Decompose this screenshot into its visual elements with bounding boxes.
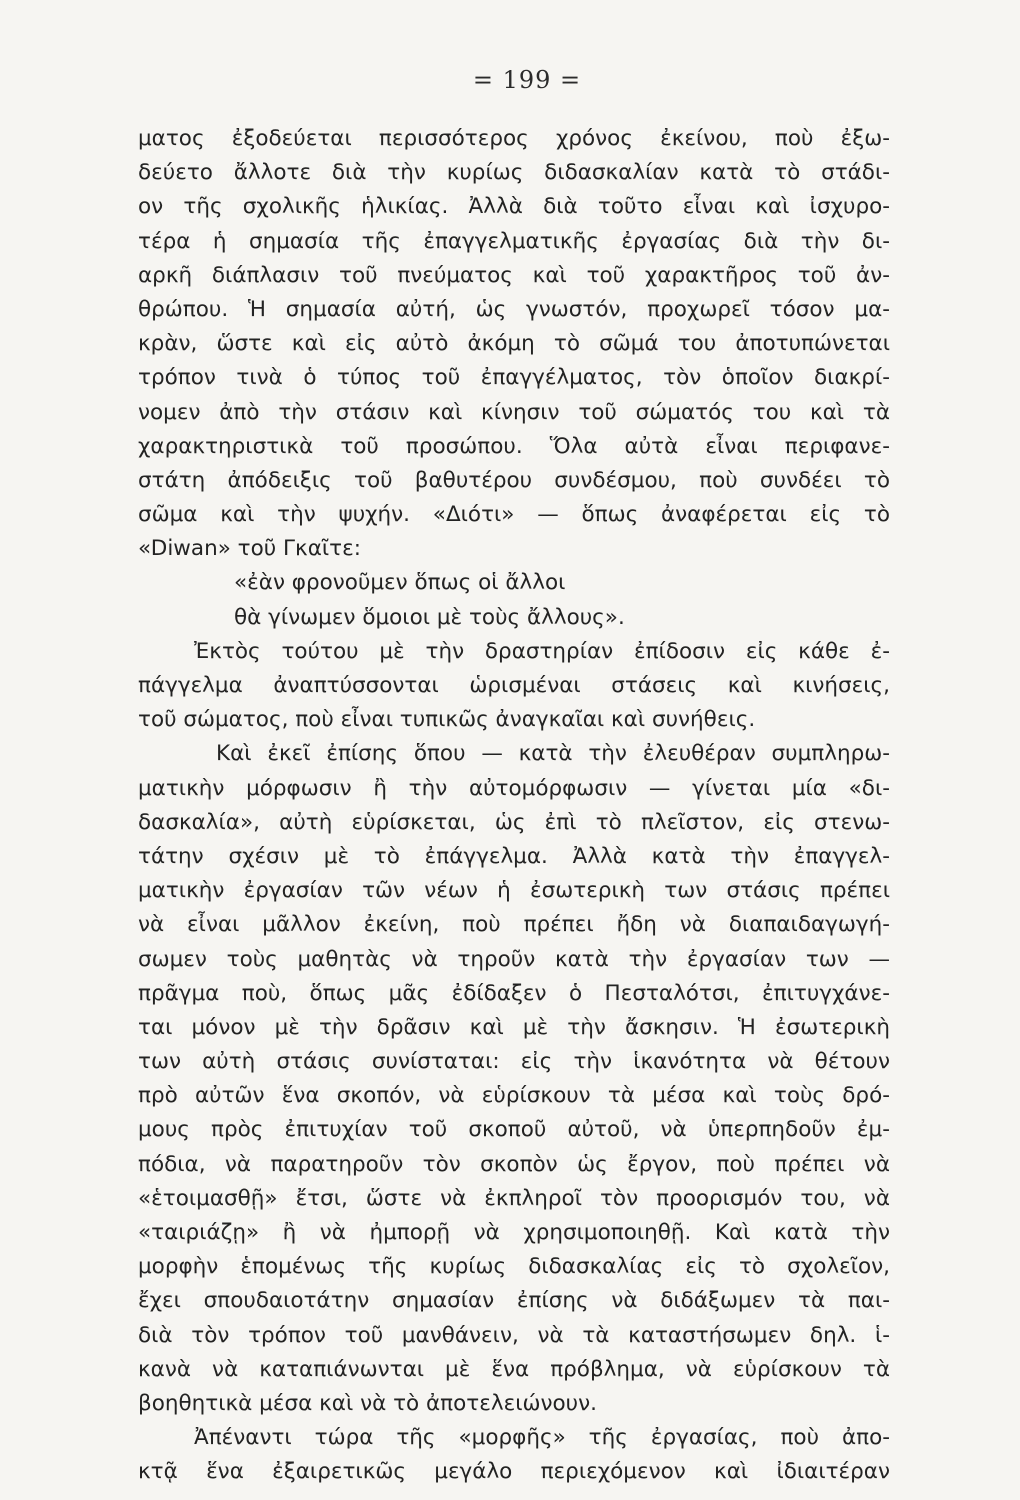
- text-line: τρόπον τινὰ ὁ τύπος τοῦ ἐπαγγέλματος, τὸν ὁποῖον διακρί-: [138, 365, 890, 391]
- text-line: αρκῆ διάπλασιν τοῦ πνεύματος καὶ τοῦ χαρακτῆρος τοῦ ἀν-: [138, 262, 890, 288]
- paragraph-start-line: Καὶ ἐκεῖ ἐπίσης ὅπου — κατὰ τὴν ἐλευθέραν συμπληρω-: [216, 741, 890, 767]
- text-line: νομεν ἀπὸ τὴν στάσιν καὶ κίνησιν τοῦ σώματός του καὶ τὰ: [138, 399, 890, 425]
- text-line: ἔχει σπουδαιοτάτην σημασίαν ἐπίσης νὰ διδάξωμεν τὰ παι-: [138, 1288, 890, 1314]
- text-line: των αὐτὴ στάσις συνίσταται: εἰς τὴν ἱκανότητα νὰ θέτουν: [138, 1049, 890, 1075]
- quote-line: θὰ γίνωμεν ὅμοιοι μὲ τοὺς ἄλλους».: [234, 604, 625, 630]
- text-line: ται μόνον μὲ τὴν δρᾶσιν καὶ μὲ τὴν ἄσκησιν. Ἡ ἐσωτερικὴ: [138, 1014, 890, 1040]
- text-line: πρᾶγμα ποὺ, ὅπως μᾶς ἐδίδαξεν ὁ Πεσταλότσι, ἐπιτυγχάνε-: [138, 980, 890, 1006]
- text-line: σῶμα καὶ τὴν ψυχήν. «Διότι» — ὅπως ἀναφέρεται εἰς τὸ: [138, 502, 890, 528]
- text-line: κανὰ νὰ καταπιάνωνται μὲ ἕνα πρόβλημα, νὰ εὑρίσκουν τὰ: [138, 1356, 890, 1382]
- text-line: ματος ἐξοδεύεται περισσότερος χρόνος ἐκείνου, ποὺ ἐξω-: [138, 126, 890, 151]
- text-line: στάτη ἀπόδειξις τοῦ βαθυτέρου συνδέσμου, ποὺ συνδέει τὸ: [138, 467, 890, 493]
- text-line: κρὰν, ὥστε καὶ εἰς αὐτὸ ἀκόμη τὸ σῶμά του ἀποτυπώνεται: [138, 331, 890, 357]
- text-line: τέρα ἡ σημασία τῆς ἐπαγγελματικῆς ἐργασίας διὰ τὴν δι-: [138, 228, 890, 254]
- text-line: σωμεν τοὺς μαθητὰς νὰ τηροῦν κατὰ τὴν ἐργασίαν των —: [138, 946, 890, 972]
- text-line: ματικὴν μόρφωσιν ἢ τὴν αὐτομόρφωσιν — γίνεται μία «δι-: [138, 775, 890, 801]
- paragraph-start-line: Ἐκτὸς τούτου μὲ τὴν δραστηρίαν ἐπίδοσιν εἰς κάθε ἐ-: [194, 638, 890, 664]
- text-line: χαρακτηριστικὰ τοῦ προσώπου. Ὅλα αὐτὰ εἶναι περιφανε-: [138, 433, 890, 459]
- text-line: ματικὴν ἐργασίαν τῶν νέων ἡ ἐσωτερικὴ των στάσις πρέπει: [138, 878, 890, 904]
- text-line: θρώπου. Ἡ σημασία αὐτή, ὡς γνωστόν, προχωρεῖ τόσον μα-: [138, 296, 890, 322]
- text-line: βοηθητικὰ μέσα καὶ νὰ τὸ ἀποτελειώνουν.: [138, 1390, 597, 1416]
- text-line: νὰ εἶναι μᾶλλον ἐκείνη, ποὺ πρέπει ἤδη νὰ διαπαιδαγωγή-: [138, 912, 890, 938]
- text-line: πρὸ αὐτῶν ἕνα σκοπόν, νὰ εὑρίσκουν τὰ μέσα καὶ τοὺς δρό-: [138, 1083, 890, 1109]
- text-line: δεύετο ἄλλοτε διὰ τὴν κυρίως διδασκαλίαν κατὰ τὸ στάδι-: [138, 160, 890, 186]
- text-line: μορφὴν ἑπομένως τῆς κυρίως διδασκαλίας εἰς τὸ σχολεῖον,: [138, 1254, 890, 1280]
- text-line: κτᾷ ἕνα ἐξαιρετικῶς μεγάλο περιεχόμενον καὶ ἰδιαιτέραν: [138, 1459, 890, 1485]
- paragraph-start-line: Ἀπέναντι τώρα τῆς «μορφῆς» τῆς ἐργασίας, ποὺ ἀπο-: [194, 1425, 890, 1451]
- text-line: διὰ τὸν τρόπον τοῦ μανθάνειν, νὰ τὰ καταστήσωμεν δηλ. ἱ-: [138, 1322, 890, 1348]
- text-line: τοῦ σώματος, ποὺ εἶναι τυπικῶς ἀναγκαῖαι καὶ συνήθεις.: [138, 707, 756, 733]
- text-line: πάγγελμα ἀναπτύσσονται ὡρισμέναι στάσεις καὶ κινήσεις,: [138, 673, 890, 698]
- text-line: ον τῆς σχολικῆς ἡλικίας. Ἀλλὰ διὰ τοῦτο εἶναι καὶ ἰσχυρο-: [138, 194, 890, 220]
- text-line: «Diwan» τοῦ Γκαῖτε:: [138, 536, 361, 562]
- quote-line: «ἐὰν φρονοῦμεν ὅπως οἱ ἄλλοι: [234, 570, 566, 596]
- text-line: πόδια, νὰ παρατηροῦν τὸν σκοπὸν ὡς ἔργον, ποὺ πρέπει νὰ: [138, 1151, 890, 1177]
- text-line: «ἑτοιμασθῇ» ἔτσι, ὥστε νὰ ἐκπληροῖ τὸν προορισμόν του, νὰ: [138, 1185, 890, 1211]
- text-line: τάτην σχέσιν μὲ τὸ ἐπάγγελμα. Ἀλλὰ κατὰ τὴν ἐπαγγελ-: [138, 843, 890, 869]
- text-line: δασκαλία», αὐτὴ εὑρίσκεται, ὡς ἐπὶ τὸ πλεῖστον, εἰς στενω-: [138, 809, 890, 835]
- body-text: [138, 122, 890, 1490]
- text-line: «ταιριάζῃ» ἢ νὰ ἠμπορῇ νὰ χρησιμοποιηθῇ. Καὶ κατὰ τὴν: [138, 1220, 890, 1245]
- page-number: = 199 =: [472, 66, 582, 94]
- text-line: μους πρὸς ἐπιτυχίαν τοῦ σκοποῦ αὐτοῦ, νὰ ὑπερπηδοῦν ἐμ-: [138, 1117, 890, 1143]
